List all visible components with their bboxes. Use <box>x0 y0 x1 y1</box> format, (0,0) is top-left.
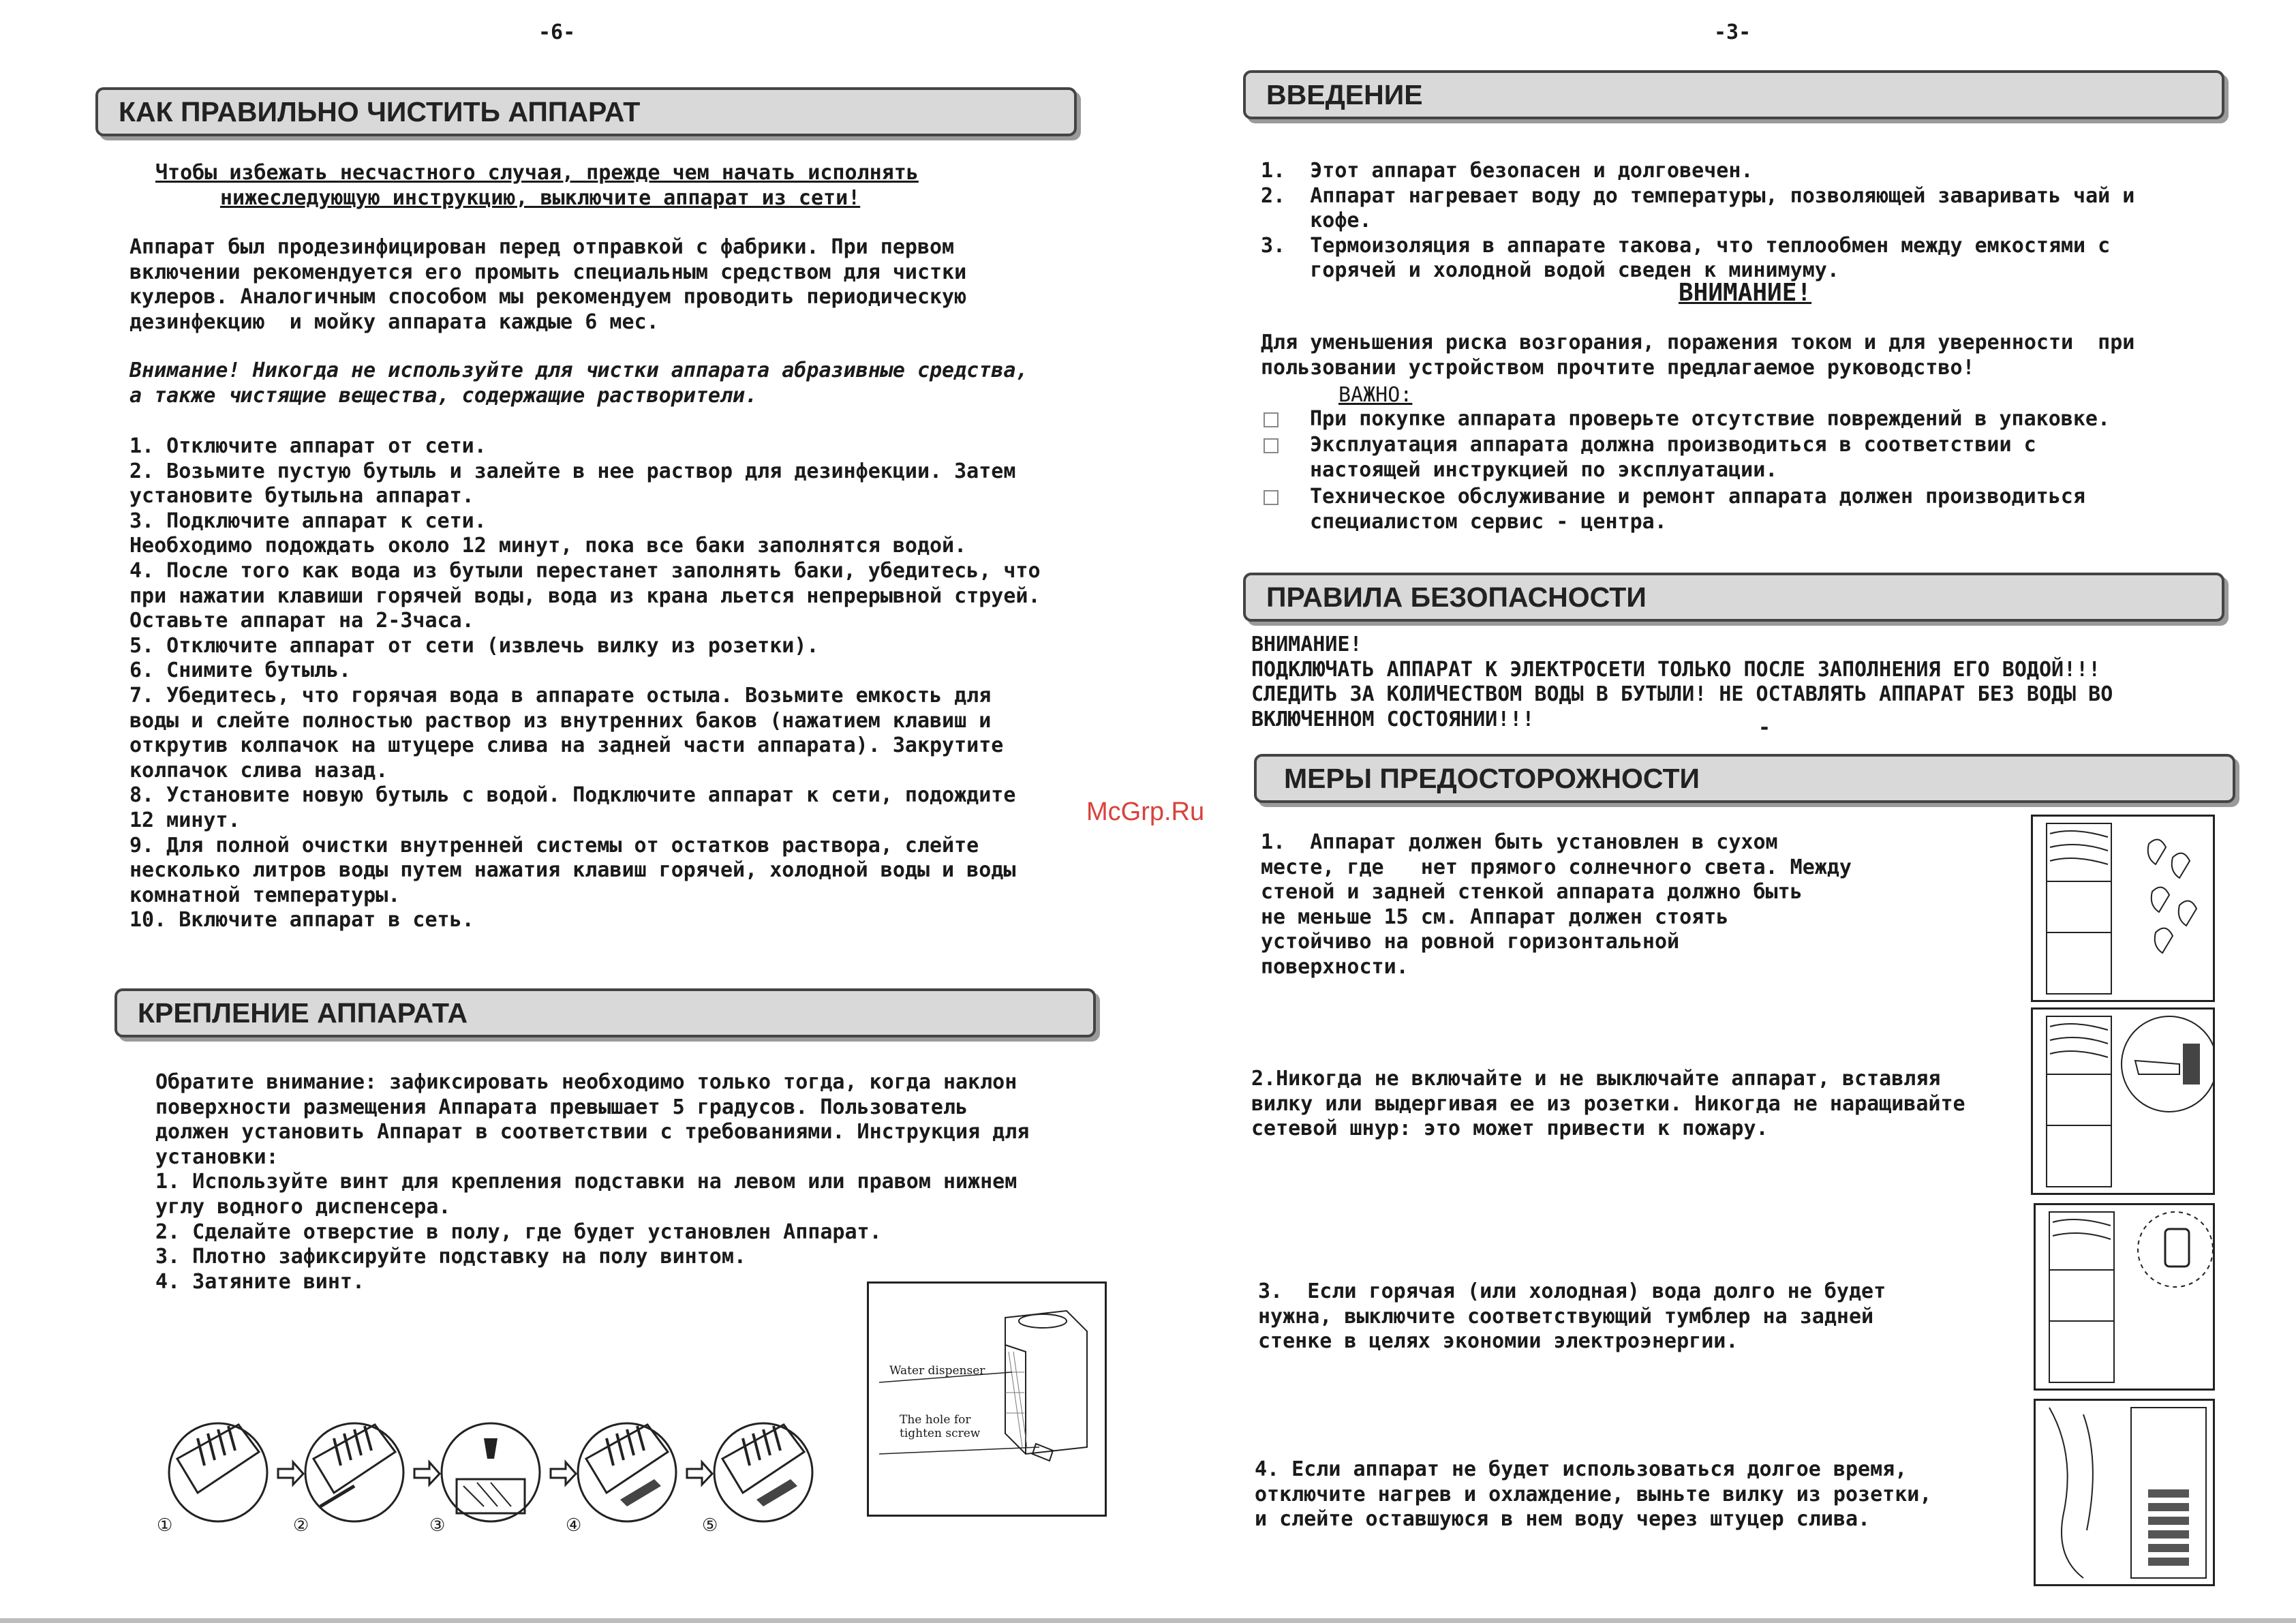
dispenser-base-drawing <box>869 1284 1105 1515</box>
step-marker-3: ③ <box>429 1515 446 1536</box>
watermark: McGrp.Ru <box>1086 798 1205 826</box>
arrow-icon <box>687 1462 712 1485</box>
step-4-icon <box>578 1423 676 1521</box>
dispenser-drain-drawing <box>2036 1401 2213 1584</box>
precaution-figure-3 <box>2034 1203 2215 1391</box>
important-label: ВАЖНО: <box>1338 383 1413 407</box>
precaution-figure-2 <box>2031 1007 2215 1195</box>
mounting-steps-svg <box>157 1411 831 1534</box>
section-heading-safety: ПРАВИЛА БЕЗОПАСНОСТИ <box>1243 573 2224 622</box>
cleaning-caution: Внимание! Никогда не используйте для чистки аппарата абразивные средства, а также чистящие вещества, содержащие растворители. <box>129 359 1028 408</box>
dispenser-plug-drawing <box>2033 1010 2213 1193</box>
intro-items: 1. Этот аппарат безопасен и долговечен. 2. Аппарат нагревает воду до температуры, позволяющей заваривать чай и кофе. 3. Термоизоляция в аппарате такова, что теплообмен между емкостями с горячей и холодной водой сведен к минимуму. <box>1261 159 2135 283</box>
safety-text: ВНИМАНИЕ! ПОДКЛЮЧАТЬ АППАРАТ К ЭЛЕКТРОСЕТИ ТОЛЬКО ПОСЛЕ ЗАПОЛНЕНИЯ ЕГО ВОДОЙ!!! СЛЕДИТЬ ЗА КОЛИЧЕСТВОМ ВОДЫ В БУТЫЛИ! НЕ ОСТАВЛЯТЬ АППАРАТ БЕЗ ВОДЫ ВО ВКЛЮЧЕННОМ СОСТОЯНИИ!!! <box>1251 633 2113 731</box>
section-heading-cleaning: КАК ПРАВИЛЬНО ЧИСТИТЬ АППАРАТ <box>95 87 1077 136</box>
bullet-text-2: Эксплуатация аппарата должна производиться в соответствии с настоящей инструкцией по эксплуатации. <box>1310 433 2036 482</box>
step-marker-5: ⑤ <box>702 1515 718 1536</box>
dispenser-near-wall-drawing <box>2033 817 2213 1000</box>
page-bottom-border <box>0 1618 2296 1623</box>
precaution-figure-1 <box>2031 815 2215 1002</box>
checkbox-icon <box>1264 412 1279 427</box>
bullet-text-3: Техническое обслуживание и ремонт аппарата должен производиться специалистом сервис - центра. <box>1310 485 2085 534</box>
checkbox-icon <box>1264 438 1279 453</box>
checkbox-icon <box>1264 490 1279 505</box>
section-heading-precautions: МЕРЫ ПРЕДОСТОРОЖНОСТИ <box>1254 754 2235 803</box>
cleaning-intro: Аппарат был продезинфицирован перед отправкой с фабрики. При первом включении рекомендуется его промыть специальным средством для чистки кулеров. Аналогичным способом мы рекомендуем проводить периодическую дезинфекцию и мойку аппарата каждые 6 мес. <box>129 235 967 334</box>
section-heading-intro: ВВЕДЕНИЕ <box>1243 70 2224 119</box>
cleaning-warning-line-2: нижеследующую инструкцию, выключите аппарат из сети! <box>220 186 861 210</box>
bullet-text-1: При покупке аппарата проверьте отсутствие повреждений в упаковке. <box>1310 407 2110 431</box>
precaution-item-2: 2.Никогда не включайте и не выключайте аппарат, вставляя вилку или выдергивая ее из розетки. Никогда не наращивайте сетевой шнур: это может привести к пожару. <box>1251 1067 1965 1141</box>
precaution-figure-4 <box>2034 1399 2215 1586</box>
step-3-icon <box>442 1423 540 1521</box>
mounting-text: Обратите внимание: зафиксировать необходимо только тогда, когда наклон поверхности размещения Аппарата превышает 5 градусов. Пользователь должен установить Аппарат в соответствии с требованиями. Инструкция для установки: 1. Используйте винт для крепления подставки на левом или правом нижнем углу водного диспенсера. 2. Сделайте отверстие в полу, где будет установлен Аппарат. 3. Плотно зафиксируйте подставку на полу винтом. 4. Затяните винт. <box>155 1070 1030 1294</box>
step-marker-2: ② <box>293 1515 309 1536</box>
safety-dash: - <box>1758 716 1771 740</box>
dispenser-switch-drawing <box>2036 1205 2213 1389</box>
step-marker-4: ④ <box>566 1515 582 1536</box>
arrow-icon <box>551 1462 576 1485</box>
attention-title: ВНИМАНИЕ! <box>1679 279 1812 307</box>
arrow-icon <box>278 1462 303 1485</box>
attention-text: Для уменьшения риска возгорания, поражения током и для уверенности при пользовании устройством прочтите предлагаемое руководство! <box>1261 331 2135 380</box>
step-1-icon <box>169 1423 267 1521</box>
step-5-icon <box>714 1423 812 1521</box>
page-number-left: -6- <box>538 20 576 44</box>
mounting-steps-illustration <box>157 1411 831 1534</box>
section-heading-mounting: КРЕПЛЕНИЕ АППАРАТА <box>114 988 1096 1037</box>
step-2-icon <box>305 1423 403 1521</box>
cleaning-warning-line-1: Чтобы избежать несчастного случая, прежде чем начать исполнять <box>155 161 919 185</box>
cleaning-steps: 1. Отключите аппарат от сети. 2. Возьмите пустую бутыль и залейте в нее раствор для дезинфекции. Затем установите бутыльна аппарат. 3. Подключите аппарат к сети. Необходимо подождать около 12 минут, пока все баки заполнятся водой. 4. После того как вода из бутыли перестанет заполнять баки, убедитесь, что при нажатии клавиши горячей воды, вода из крана льется непрерывной струей. Оставьте аппарат на 2-3часа. 5. Отключите аппарат от сети (извлечь вилку из розетки). 6. Снимите бутыль. 7. Убедитесь, что горячая вода в аппарате остыла. Возьмите емкость для воды и слейте полностью раствор из внутренних баков (нажатием клавиш и открутив колпачок на штуцере слива на задней части аппарата). Закрутите колпачок слива назад. 8. Установите новую бутыль с водой. Подключите аппарат к сети, подождите 12 минут. 9. Для полной очистки внутренней системы от остатков раствора, слейте несколько литров воды путем нажатия клавиш горячей, холодной воды и воды комнатной температуры. 10. Включите аппарат в сеть. <box>129 434 1041 932</box>
precaution-item-1: 1. Аппарат должен быть установлен в сухом месте, где нет прямого солнечного света. Между стеной и задней стенкой аппарата должно быть не меньше 15 см. Аппарат должен стоять устойчиво на ровной горизонтальной поверхности. <box>1261 830 1852 979</box>
step-marker-1: ① <box>157 1515 173 1536</box>
precaution-item-4: 4. Если аппарат не будет использоваться долгое время, отключите нагрев и охлаждение, выньте вилку из розетки, и слейте оставшуюся в нем воду через штуцер слива. <box>1255 1457 1932 1532</box>
page-number-right: -3- <box>1714 20 1751 44</box>
label-hole-screw: The hole for tighten screw <box>900 1413 981 1440</box>
arrow-icon <box>414 1462 440 1485</box>
mounting-figure <box>867 1281 1107 1517</box>
precaution-item-3: 3. Если горячая (или холодная) вода долго не будет нужна, выключите соответствующий тумблер на задней стенке в целях экономии электроэнергии. <box>1258 1279 1886 1354</box>
label-water-dispenser: Water dispenser <box>889 1364 985 1378</box>
